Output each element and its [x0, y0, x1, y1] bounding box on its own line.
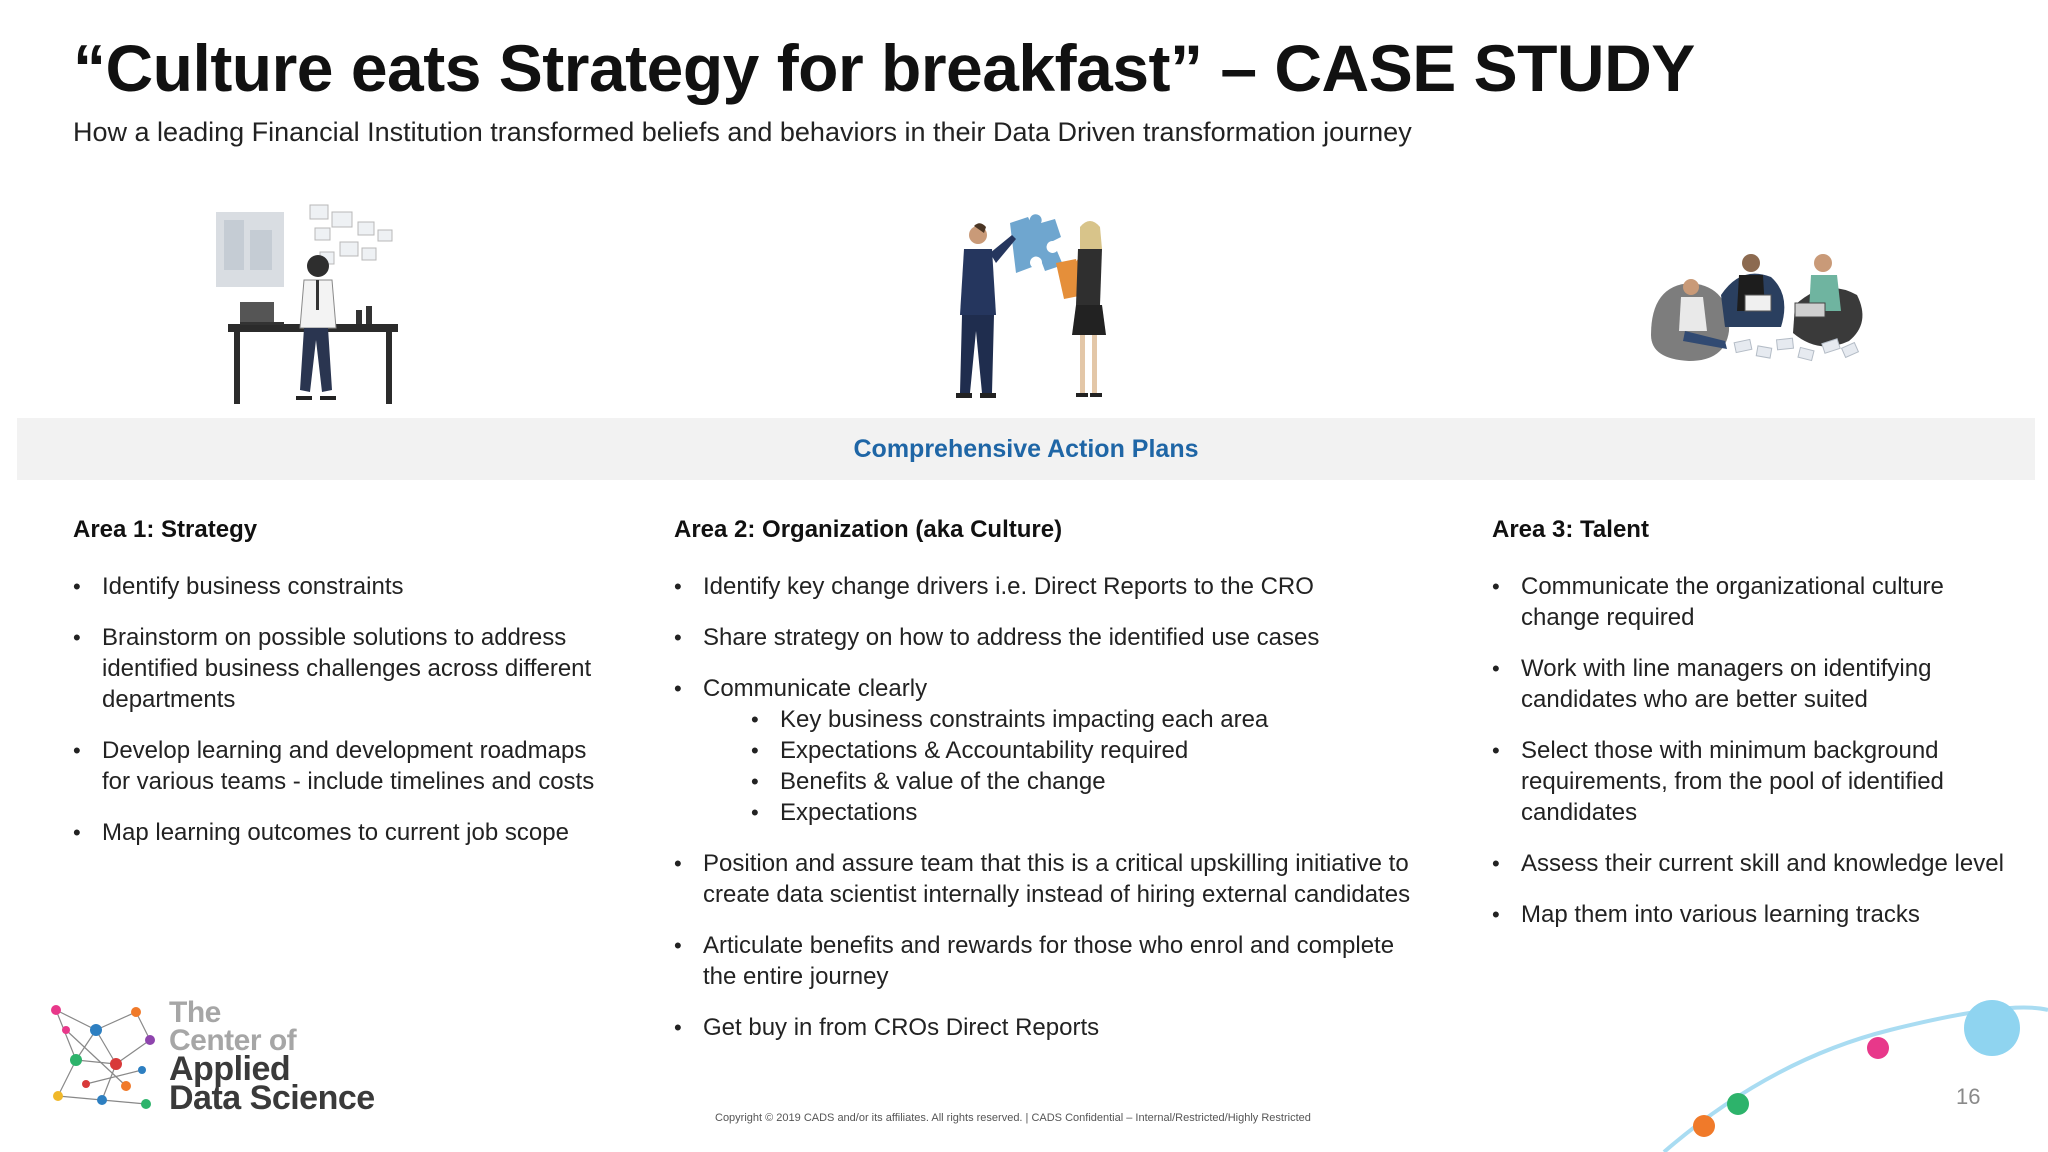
sub-list-item: • Benefits & value of the change — [751, 766, 1424, 797]
area-2-list — [674, 571, 1424, 1043]
list-item-text: Communicate clearly — [703, 675, 928, 702]
sub-list — [703, 704, 1424, 828]
action-plans-label: Comprehensive Action Plans — [853, 434, 1199, 463]
decorative-arc-graphic — [1650, 990, 2048, 1152]
list-item: • Identify key change drivers i.e. Direct Reports to the CRO — [674, 571, 1424, 602]
copyright-footer: Copyright © 2019 CADS and/or its affiliates. All rights reserved. | CADS Confidential – Internal/Restricted/Highly Restricted — [715, 1112, 1311, 1124]
list-item: • Get buy in from CROs Direct Reports — [674, 1012, 1424, 1043]
list-item: • Map learning outcomes to current job scope — [73, 817, 613, 848]
sub-list-item: • Key business constraints impacting each area — [751, 704, 1424, 735]
list-item: • Assess their current skill and knowledge level — [1492, 848, 2012, 879]
action-plans-band — [17, 418, 2035, 480]
team-beanbag-illustration — [1645, 245, 1875, 380]
slide-subtitle: How a leading Financial Institution transformed beliefs and behaviors in their Data Driven transformation journey — [73, 117, 1412, 147]
list-item — [674, 673, 1424, 828]
logo-wordmark — [169, 996, 375, 1117]
list-item: • Brainstorm on possible solutions to address identified business challenges across different departments — [73, 622, 613, 715]
page-number: 16 — [1956, 1084, 1981, 1109]
list-item: • Work with line managers on identifying candidates who are better suited — [1492, 653, 2012, 715]
area-3-column — [1492, 514, 2012, 950]
list-item: • Share strategy on how to address the identified use cases — [674, 622, 1424, 653]
list-item: • Communicate the organizational culture change required — [1492, 571, 2012, 633]
area-2-heading: Area 2: Organization (aka Culture) — [674, 516, 1063, 543]
logo-line-4: Data Science — [169, 1079, 375, 1117]
area-1-column — [73, 514, 613, 868]
list-item: • Map them into various learning tracks — [1492, 899, 2012, 930]
area-1-heading: Area 1: Strategy — [73, 516, 258, 543]
sub-list-item: • Expectations & Accountability required — [751, 735, 1424, 766]
logo-line-2: Center of — [169, 1024, 297, 1057]
list-item: • Articulate benefits and rewards for those who enrol and complete the entire journey — [674, 930, 1424, 992]
logo-network-icon — [46, 1000, 162, 1116]
area-2-column — [674, 514, 1424, 1063]
area-1-list — [73, 571, 613, 848]
list-item: • Develop learning and development roadmaps for various teams - include timelines and costs — [73, 735, 613, 797]
person-at-desk-illustration — [200, 200, 420, 410]
logo-line-3: Applied — [169, 1050, 291, 1088]
slide-title: “Culture eats Strategy for breakfast” – CASE STUDY — [73, 31, 1695, 105]
sub-list-item: • Expectations — [751, 797, 1424, 828]
list-item: • Select those with minimum background requirements, from the pool of identified candidates — [1492, 735, 2012, 828]
list-item: • Position and assure team that this is a critical upskilling initiative to create data scientist internally instead of hiring external candidates — [674, 848, 1424, 910]
area-3-list — [1492, 571, 2012, 930]
list-item: • Identify business constraints — [73, 571, 613, 602]
area-3-heading: Area 3: Talent — [1492, 516, 1649, 543]
puzzle-collaboration-illustration — [930, 205, 1130, 405]
logo-line-1: The — [169, 996, 221, 1029]
